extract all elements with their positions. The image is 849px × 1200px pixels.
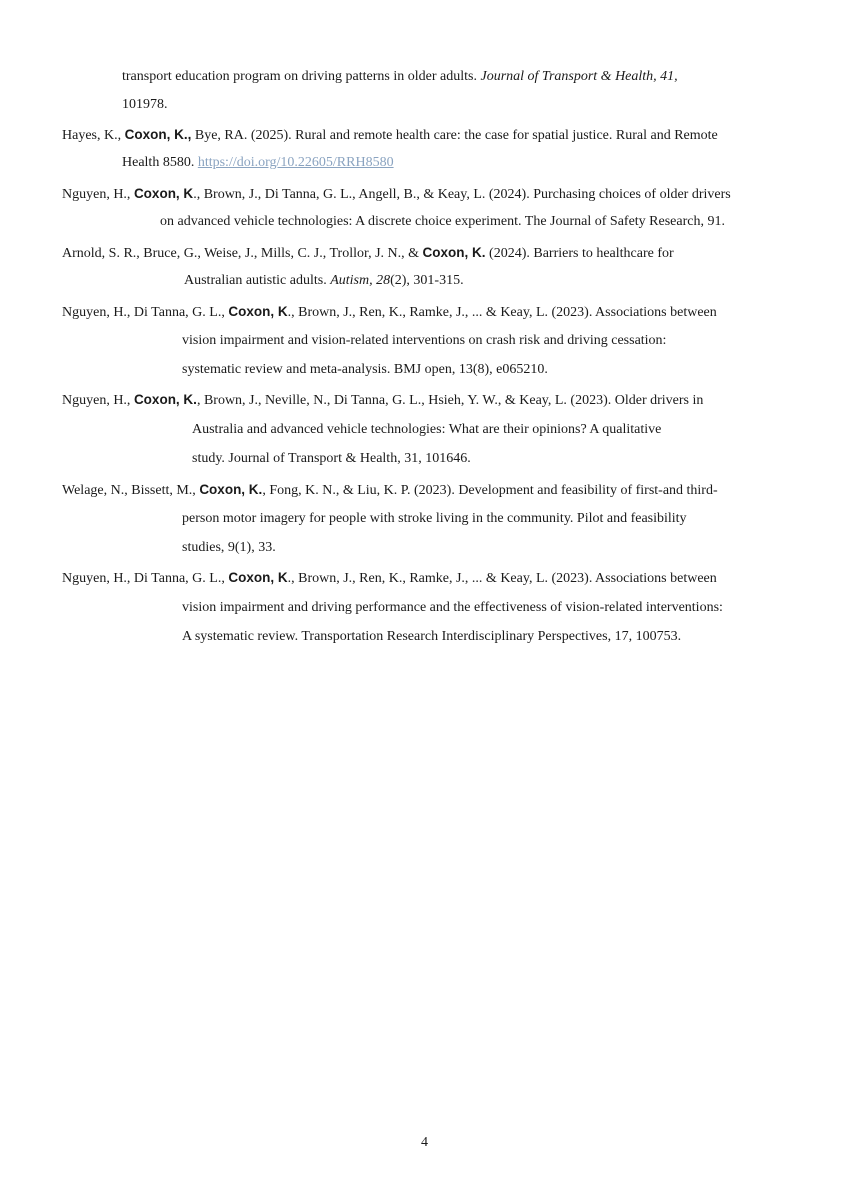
reference-6-line-1 [182,509,687,529]
reference-text: transport education program on driving patterns in older adults. [122,69,481,84]
reference-4-line-0 [62,302,717,323]
reference-text: vision impairment and vision-related interventions on crash risk and driving cessation: [182,333,667,348]
reference-3-line-0 [62,243,674,264]
reference-0-line-0 [122,67,678,87]
reference-text: Australia and advanced vehicle technologies: What are their opinions? A qualitative [192,422,662,437]
reference-text: (2024). Barriers to healthcare for [485,246,674,261]
reference-6-line-0 [62,480,718,501]
reference-text: Welage, N., Bissett, M., [62,483,200,498]
reference-text: Health 8580. [122,155,198,170]
journal-title: Autism, 28 [330,273,391,288]
reference-7-line-1 [182,598,723,618]
reference-text: Nguyen, H., [62,393,134,408]
reference-text: Nguyen, H., Di Tanna, G. L., [62,571,229,586]
highlighted-author: Coxon, K. [422,245,486,260]
highlighted-author: Coxon, K. [133,392,197,407]
highlighted-author: Coxon, K [228,304,288,319]
journal-title: Journal of Transport & Health, 41, [480,69,678,84]
reference-4-line-2 [182,360,548,380]
reference-text: Australian autistic adults. [184,273,331,288]
reference-text: Hayes, K., [62,128,125,143]
reference-1-line-1 [122,153,394,173]
reference-text: Nguyen, H., [62,187,134,202]
reference-text: systematic review and meta-analysis. BMJ open, 13(8), e065210. [182,362,548,377]
reference-text: 101978. [122,97,168,112]
reference-text: studies, 9(1), 33. [182,540,276,555]
page-number: 4 [421,1135,428,1150]
reference-6-line-2 [182,538,276,558]
reference-text: A systematic review. Transportation Research Interdisciplinary Perspectives, 17, 100753. [182,629,682,644]
reference-2-line-1 [160,212,725,232]
reference-1-line-0 [62,125,718,146]
reference-3-line-1 [184,271,464,291]
reference-text: , Fong, K. N., & Liu, K. P. (2023). Development and feasibility of first-and third- [262,483,718,498]
reference-5-line-2 [192,449,471,469]
reference-5-line-1 [192,420,661,440]
doi-link[interactable]: https://doi.org/10.22605/RRH8580 [197,155,394,170]
reference-text: Arnold, S. R., Bruce, G., Weise, J., Mills, C. J., Trollor, J. N., & [62,246,423,261]
highlighted-author: Coxon, K. [199,482,263,497]
reference-text: (2), 301-315. [390,273,464,288]
reference-7-line-0 [62,568,717,589]
reference-text: ., Brown, J., Ren, K., Ramke, J., ... & Keay, L. (2023). Associations between [287,571,717,586]
highlighted-author: Coxon, K [228,570,288,585]
reference-2-line-0 [62,184,731,205]
reference-text: Bye, RA. (2025). Rural and remote health care: the case for spatial justice. Rural and Remote [191,128,718,143]
reference-text: ., Brown, J., Di Tanna, G. L., Angell, B., & Keay, L. (2024). Purchasing choices of older drivers [193,187,731,202]
reference-text: , Brown, J., Neville, N., Di Tanna, G. L., Hsieh, Y. W., & Keay, L. (2023). Older drivers in [196,393,704,408]
reference-text: on advanced vehicle technologies: A discrete choice experiment. The Journal of Safety Research, 91. [160,214,725,229]
highlighted-author: Coxon, K [133,186,194,201]
reference-text: study. Journal of Transport & Health, 31, 101646. [192,451,471,466]
reference-7-line-2 [182,627,681,647]
highlighted-author: Coxon, K., [124,127,192,142]
reference-text: person motor imagery for people with stroke living in the community. Pilot and feasibility [182,511,687,526]
reference-4-line-1 [182,331,666,351]
reference-0-line-1 [122,95,168,115]
reference-text: ., Brown, J., Ren, K., Ramke, J., ... & Keay, L. (2023). Associations between [287,305,717,320]
reference-5-line-0 [62,390,703,411]
reference-text: vision impairment and driving performance and the effectiveness of vision-related interventions: [182,600,723,615]
reference-text: Nguyen, H., Di Tanna, G. L., [62,305,229,320]
